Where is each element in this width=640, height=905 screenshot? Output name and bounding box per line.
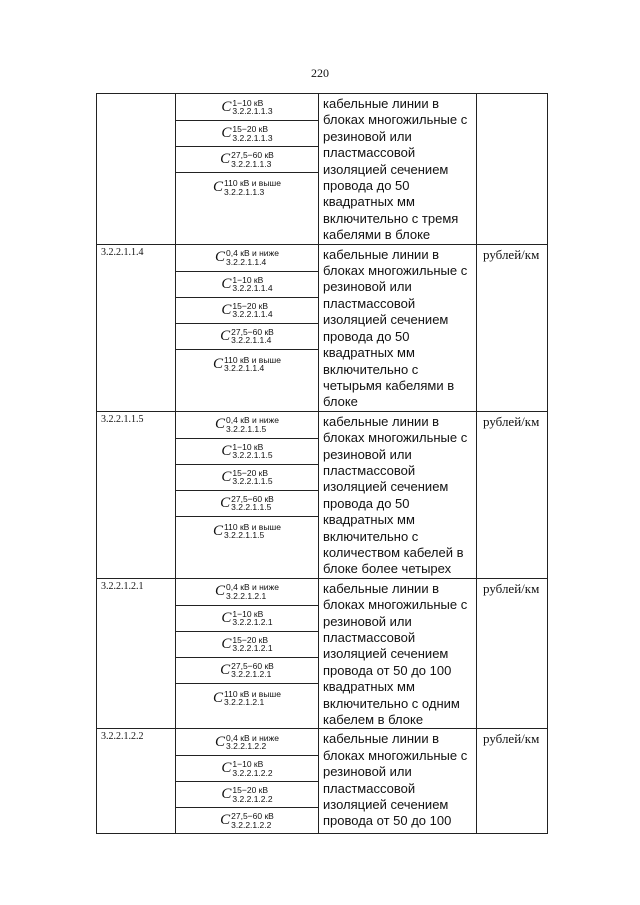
formula-letter: C [220,812,231,829]
formula [220,151,274,168]
rate-symbols-cell [176,411,319,578]
rate-symbol [176,245,318,271]
voltage-superscript: 0,4 кВ и ниже [226,415,279,426]
index-subscript: 3.2.2.1.1.5 [232,450,273,461]
voltage-superscript: 1−10 кВ [232,608,264,619]
rate-symbol [176,807,318,833]
formula [221,610,272,627]
rate-symbol [176,349,318,379]
rate-symbol [176,516,318,546]
index-subscript: 3.2.2.1.2.1 [232,643,273,654]
row-unit: рублей/км [477,411,548,578]
voltage-superscript: 27,5−60 кВ [231,326,274,337]
index-subscript: 3.2.2.1.1.3 [232,132,273,143]
voltage-superscript: 27,5−60 кВ [231,150,274,160]
rate-symbol [176,172,318,202]
voltage-superscript: 110 кВ и выше [224,521,281,532]
voltage-superscript: 15−20 кВ [232,467,269,478]
formula-letter: C [213,522,224,539]
rate-symbol [176,297,318,323]
rate-symbol [176,94,318,120]
formula-letter: C [213,355,224,372]
formula-letter: C [221,635,232,652]
formula [220,662,274,679]
voltage-superscript: 15−20 кВ [232,634,269,645]
index-subscript: 3.2.2.1.1.5 [232,476,273,487]
rate-symbol [176,631,318,657]
voltage-superscript: 1−10 кВ [232,274,264,285]
voltage-superscript: 110 кВ и выше [224,178,281,188]
row-code [97,94,176,245]
formula [213,356,281,373]
voltage-superscript: 15−20 кВ [232,124,269,134]
table-row [97,244,548,411]
row-description: кабельные линии в блоках многожильные с резиновой или пластмассовой изоляцией сечением провода до 50 квадратных мм включительно с количеством кабелей в блоке более четырех [319,411,477,578]
formula-letter: C [215,583,226,600]
index-subscript: 3.2.2.1.2.1 [224,697,265,708]
formula [221,276,272,293]
rate-symbols-cell [176,578,319,729]
formula [213,179,281,196]
rate-symbol [176,120,318,146]
index-subscript: 3.2.2.1.1.4 [231,335,272,346]
formula-letter: C [221,786,232,803]
row-unit: рублей/км [477,244,548,411]
formula-letter: C [221,98,232,115]
voltage-superscript: 27,5−60 кВ [231,660,274,671]
rate-symbol [176,729,318,755]
rates-table [96,93,548,834]
rate-symbol [176,683,318,713]
formula-letter: C [215,416,226,433]
index-subscript: 3.2.2.1.1.4 [232,309,273,320]
row-code: 3.2.2.1.1.5 [97,411,176,578]
rate-symbol [176,271,318,297]
rate-symbol [176,579,318,605]
voltage-superscript: 110 кВ и выше [224,354,281,365]
index-subscript: 3.2.2.1.2.1 [232,617,273,628]
table-row [97,578,548,729]
formula-letter: C [213,179,224,195]
formula [213,523,281,540]
rate-symbol [176,412,318,438]
row-description: кабельные линии в блоках многожильные с резиновой или пластмассовой изоляцией сечением провода от 50 до 100 [319,729,477,834]
rate-symbols-cell [176,94,319,245]
row-code: 3.2.2.1.1.4 [97,244,176,411]
row-description: кабельные линии в блоках многожильные с резиновой или пластмассовой изоляцией сечением провода до 50 квадратных мм включительно с четырьмя кабелями в блоке [319,244,477,411]
voltage-superscript: 0,4 кВ и ниже [226,582,279,593]
row-unit: рублей/км [477,729,548,834]
index-subscript: 3.2.2.1.1.5 [231,502,272,513]
formula [213,690,281,707]
voltage-superscript: 15−20 кВ [232,300,269,311]
formula [221,302,272,319]
rate-symbol [176,781,318,807]
index-subscript: 3.2.2.1.1.5 [226,423,267,434]
page-number: 220 [311,66,329,80]
formula [215,249,279,266]
table-row [97,94,548,245]
formula-letter: C [221,125,232,141]
rate-symbol [176,490,318,516]
row-code: 3.2.2.1.2.1 [97,578,176,729]
index-subscript: 3.2.2.1.2.2 [226,741,267,752]
formula-letter: C [221,609,232,626]
voltage-superscript: 27,5−60 кВ [231,811,274,822]
index-subscript: 3.2.2.1.2.2 [232,793,273,804]
index-subscript: 3.2.2.1.1.4 [226,256,267,267]
formula-letter: C [220,327,231,344]
voltage-superscript: 1−10 кВ [232,441,264,452]
index-subscript: 3.2.2.1.1.4 [232,283,273,294]
table-row [97,411,548,578]
rate-symbol [176,657,318,683]
index-subscript: 3.2.2.1.2.1 [231,669,272,680]
formula [221,469,272,486]
formula-letter: C [220,661,231,678]
row-description: кабельные линии в блоках многожильные с резиновой или пластмассовой изоляцией сечением провода от 50 до 100 квадратных мм включительно с одним кабелем в блоке [319,578,477,729]
formula [221,443,272,460]
formula-letter: C [221,275,232,292]
rate-symbols-cell [176,244,319,411]
row-unit [477,94,548,245]
index-subscript: 3.2.2.1.1.3 [224,186,265,197]
row-description: кабельные линии в блоках многожильные с резиновой или пластмассовой изоляцией сечением провода до 50 квадратных мм включительно с тремя кабелями в блоке [319,94,477,245]
formula [221,125,272,142]
index-subscript: 3.2.2.1.2.2 [231,819,272,830]
formula-letter: C [213,689,224,706]
formula [220,495,274,512]
formula-letter: C [221,760,232,777]
formula [220,812,274,829]
rate-symbol [176,323,318,349]
formula-letter: C [215,249,226,266]
formula [215,416,279,433]
formula-letter: C [221,468,232,485]
table-row [97,729,548,834]
formula [221,636,272,653]
rate-symbol [176,605,318,631]
voltage-superscript: 0,4 кВ и ниже [226,732,279,743]
row-unit: рублей/км [477,578,548,729]
formula [215,734,279,751]
formula-letter: C [221,442,232,459]
formula-letter: C [221,301,232,318]
formula-letter: C [220,151,231,167]
formula [221,99,272,116]
index-subscript: 3.2.2.1.2.1 [226,590,267,601]
index-subscript: 3.2.2.1.1.3 [231,158,272,169]
formula-letter: C [220,494,231,511]
voltage-superscript: 0,4 кВ и ниже [226,248,279,259]
rate-symbol [176,755,318,781]
formula [220,328,274,345]
voltage-superscript: 110 кВ и выше [224,688,281,699]
index-subscript: 3.2.2.1.1.4 [224,363,265,374]
voltage-superscript: 27,5−60 кВ [231,493,274,504]
formula [221,786,272,803]
index-subscript: 3.2.2.1.1.5 [224,530,265,541]
rate-symbol [176,146,318,172]
formula [221,760,272,777]
rate-symbol [176,438,318,464]
rate-symbol [176,464,318,490]
formula [215,583,279,600]
rate-symbols-cell [176,729,319,834]
index-subscript: 3.2.2.1.1.3 [232,106,273,116]
index-subscript: 3.2.2.1.2.2 [232,767,273,778]
voltage-superscript: 1−10 кВ [232,759,264,770]
voltage-superscript: 1−10 кВ [232,97,264,108]
voltage-superscript: 15−20 кВ [232,785,269,796]
formula-letter: C [215,733,226,750]
row-code: 3.2.2.1.2.2 [97,729,176,834]
